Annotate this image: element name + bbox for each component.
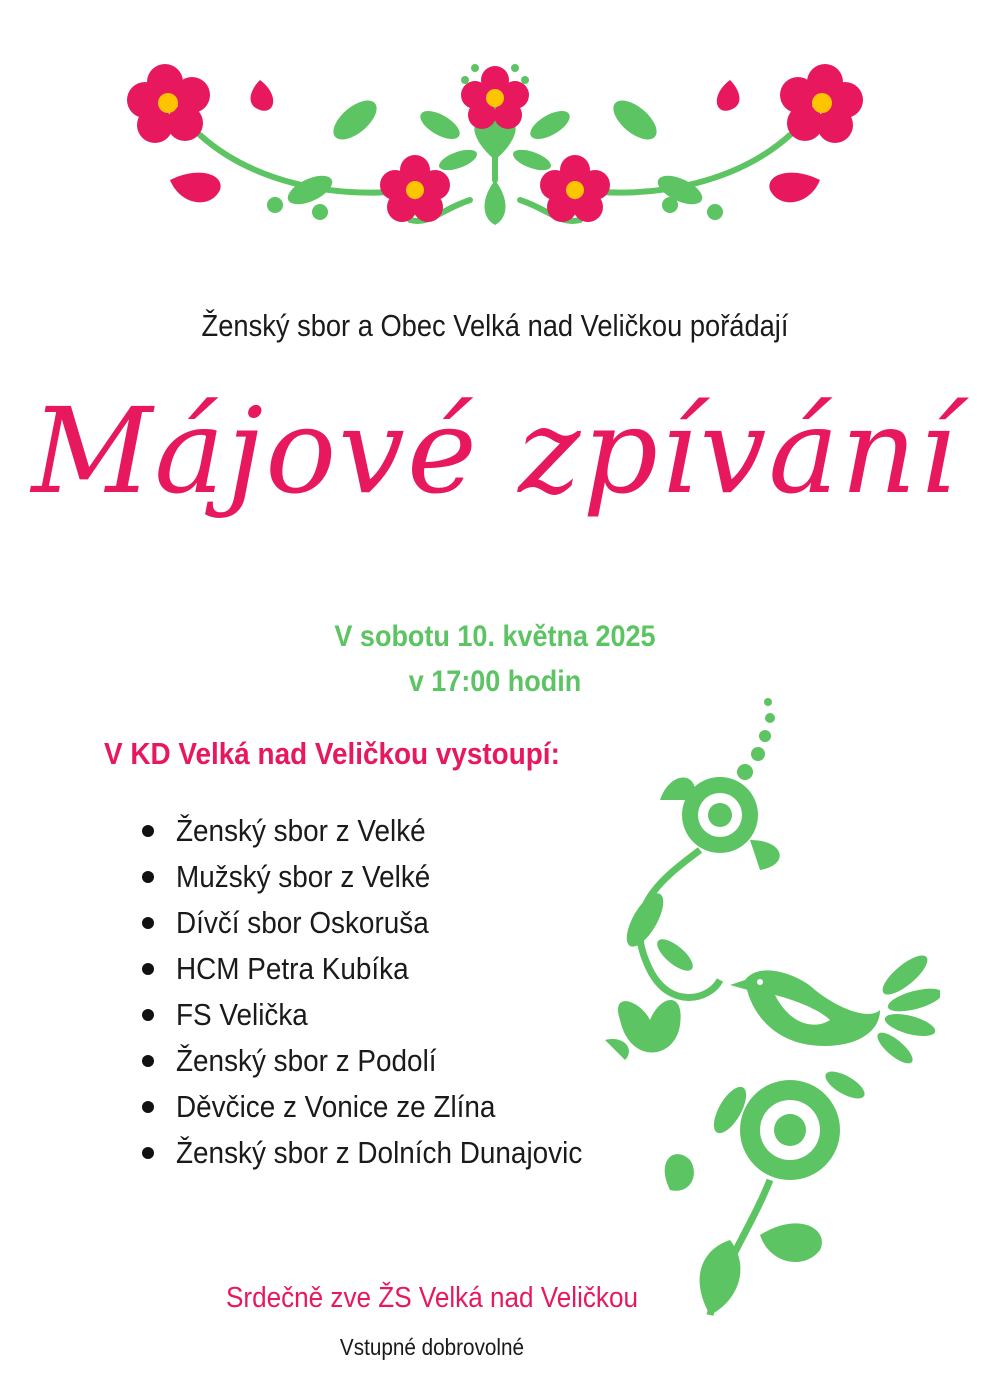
admission-note: Vstupné dobrovolné xyxy=(339,1334,525,1360)
event-time: v 17:00 hodin xyxy=(408,665,582,698)
bird-flower-ornament xyxy=(600,690,940,1330)
bullet-icon xyxy=(142,917,154,929)
floral-garland-ornament xyxy=(110,40,880,240)
performers-list xyxy=(140,808,627,1176)
list-item: Ženský sbor z Dolních Dunajovic xyxy=(140,1130,627,1176)
list-item: Ženský sbor z Velké xyxy=(140,808,627,854)
bullet-icon xyxy=(142,1101,154,1113)
invitation-line: Srdečně zve ŽS Velká nad Veličkou xyxy=(225,1282,639,1314)
list-item: HCM Petra Kubíka xyxy=(140,946,627,992)
organizer-line: Ženský sbor a Obec Velká nad Veličkou pořádají xyxy=(201,308,789,343)
bullet-icon xyxy=(142,1147,154,1159)
list-item: Ženský sbor z Podolí xyxy=(140,1038,627,1084)
event-date: V sobotu 10. května 2025 xyxy=(334,620,656,653)
bullet-icon xyxy=(142,963,154,975)
list-item: Mužský sbor z Velké xyxy=(140,854,627,900)
list-item: FS Velička xyxy=(140,992,627,1038)
list-item: Děvčice z Vonice ze Zlína xyxy=(140,1084,627,1130)
bullet-icon xyxy=(142,1009,154,1021)
bullet-icon xyxy=(142,825,154,837)
event-title: Májové zpívání xyxy=(31,382,959,520)
list-item: Dívčí sbor Oskoruša xyxy=(140,900,627,946)
bullet-icon xyxy=(142,871,154,883)
bullet-icon xyxy=(142,1055,154,1067)
venue-heading: V KD Velká nad Veličkou vystoupí: xyxy=(104,736,560,771)
